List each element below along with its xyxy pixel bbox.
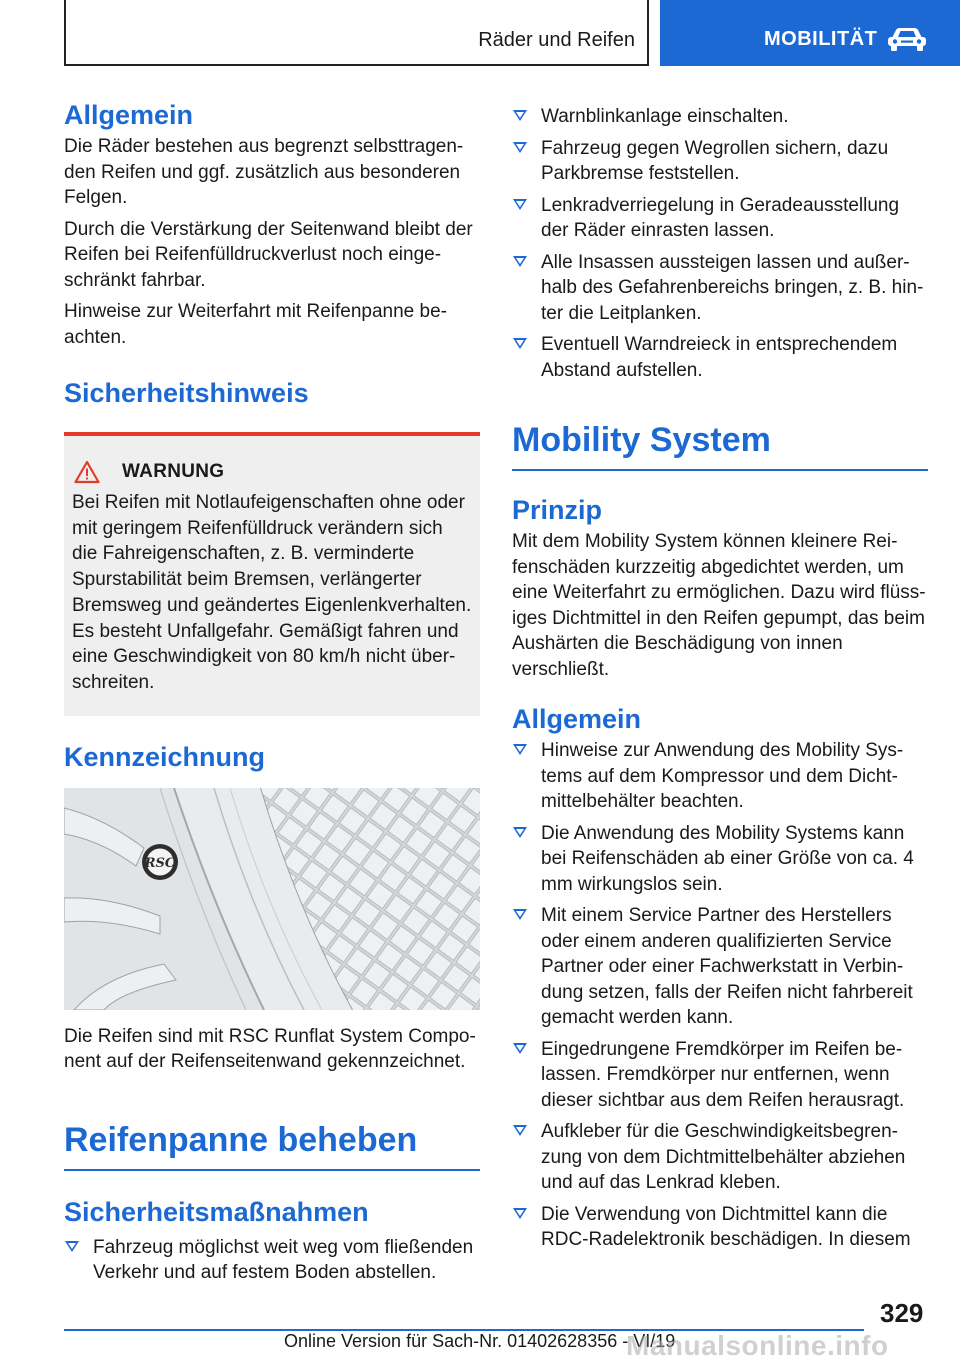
- chapter-heading-mobility-system: Mobility System: [512, 419, 928, 471]
- section-heading-allgemein: Allgemein: [64, 100, 194, 130]
- measures-list: [64, 1235, 480, 1286]
- right-column: [512, 104, 928, 1253]
- warning-triangle-icon: [74, 460, 100, 484]
- bullet-triangle-icon: [513, 142, 527, 153]
- list-item: Alle Insassen aussteigen lassen und außer-halb des Gefahrenbereichs bringen, z. B. hin-ter die Leitplanken.: [512, 250, 928, 327]
- list-item: Aufkleber für die Geschwindigkeitsbegren-zung von dem Dichtmittelbehälter abziehen und auf das Lenkrad kleben.: [512, 1119, 928, 1196]
- page-number: 329: [880, 1298, 924, 1328]
- list-item: Eventuell Warndreieck in entsprechendem Abstand aufstellen.: [512, 332, 928, 383]
- section-heading-marking: Kennzeichnung: [64, 741, 265, 772]
- warning-title: WARNUNG: [122, 461, 225, 482]
- bullet-triangle-icon: [513, 827, 527, 838]
- car-icon: [886, 26, 928, 52]
- bullet-triangle-icon: [513, 1043, 527, 1054]
- section-heading-general: Allgemein: [512, 704, 642, 734]
- marking-caption: Die Reifen sind mit RSC Runflat System Compo-nent auf der Reifenseitenwand gekennzeichnet.: [64, 1025, 476, 1073]
- list-item: Die Verwendung von Dichtmittel kann die RDC-Radelektronik beschädigen. In diesem: [512, 1202, 928, 1253]
- section-heading-measures: Sicherheitsmaßnahmen: [64, 1196, 369, 1227]
- bullet-triangle-icon: [513, 1125, 527, 1136]
- general-list: [512, 738, 928, 1253]
- list-item: Warnblinkanlage einschalten.: [512, 104, 928, 130]
- chapter-title: Räder und Reifen: [478, 29, 635, 51]
- paragraph: Die Räder bestehen aus begrenzt selbsttragen-den Reifen und ggf. zusätzlich aus besonderen Felgen.: [64, 136, 464, 208]
- list-item: Mit einem Service Partner des Herstellers oder einem anderen qualifizierten Service Partner oder einer Fachwerkstatt in Verbin-dung setzen, falls der Reifen nicht fahrbereit gemacht werden kann.: [512, 903, 928, 1031]
- bullet-triangle-icon: [513, 199, 527, 210]
- bullet-triangle-icon: [513, 256, 527, 267]
- bullet-triangle-icon: [513, 744, 527, 755]
- bullet-triangle-icon: [513, 110, 527, 121]
- chapter-heading-tire-repair: Reifenpanne beheben: [64, 1119, 480, 1171]
- header-section-tab: [660, 0, 960, 66]
- watermark: Manualsonline.info: [626, 1330, 889, 1361]
- measures-list-continued: [512, 104, 928, 383]
- list-item: Die Anwendung des Mobility Systems kann bei Reifenschäden ab einer Größe von ca. 4 mm wirkungslos sein.: [512, 821, 928, 898]
- paragraph: Hinweise zur Weiterfahrt mit Reifenpanne be-achten.: [64, 301, 447, 348]
- warning-box: [64, 432, 480, 716]
- section-title: MOBILITÄT: [764, 28, 878, 50]
- list-item: Fahrzeug gegen Wegrollen sichern, dazu Parkbremse feststellen.: [512, 136, 928, 187]
- bullet-triangle-icon: [513, 909, 527, 920]
- warning-header: [72, 460, 472, 484]
- footer-online-version: Online Version für Sach-Nr. 01402628356 - VI/19: [284, 1331, 676, 1351]
- paragraph: Durch die Verstärkung der Seitenwand bleibt der Reifen bei Reifenfülldruckverlust noch einge-schränkt fahrbar.: [64, 218, 473, 291]
- list-item: Lenkradverriegelung in Geradeausstellung der Räder einrasten lassen.: [512, 193, 928, 244]
- rsc-logo-text: RSC: [144, 855, 176, 871]
- list-item: Hinweise zur Anwendung des Mobility Sys-tems auf dem Kompressor und dem Dicht-mittelbehälter beachten.: [512, 738, 928, 815]
- left-column: [64, 98, 480, 1286]
- bullet-triangle-icon: [65, 1241, 79, 1252]
- section-heading-safety: Sicherheitshinweis: [64, 378, 309, 408]
- list-item: Eingedrungene Fremdkörper im Reifen be-lassen. Fremdkörper nur entfernen, wenn dieser sichtbar aus dem Reifen herausragt.: [512, 1037, 928, 1114]
- bullet-triangle-icon: [513, 1208, 527, 1219]
- warning-text: Bei Reifen mit Notlaufeigenschaften ohne oder mit geringem Reifenfülldruck verändern sich die Fahreigenschaften, z. B. verminderte Spurstabilität beim Bremsen, verlängerter Bremsweg und geändertes Eigenlenkverhalten. Es besteht Unfallgefahr. Gemäßigt fahren und eine Geschwindigkeit von 80 km/h nicht über-schreiten.: [72, 492, 472, 693]
- bullet-triangle-icon: [513, 338, 527, 349]
- header-chapter-box: [64, 0, 649, 66]
- principle-text: Mit dem Mobility System können kleinere Rei-fenschäden kurzzeitig abgedichtet werden, um eine Weiterfahrt zu ermöglichen. Dazu wird flüss-iges Dichtmittel in den Reifen gepumpt, das beim Aushärten die Beschädigung von innen verschließt.: [512, 531, 926, 680]
- list-item: Fahrzeug möglichst weit weg vom fließenden Verkehr und auf festem Boden abstellen.: [64, 1235, 480, 1286]
- section-heading-principle: Prinzip: [512, 495, 603, 525]
- tire-rsc-marking-image: [64, 788, 480, 1010]
